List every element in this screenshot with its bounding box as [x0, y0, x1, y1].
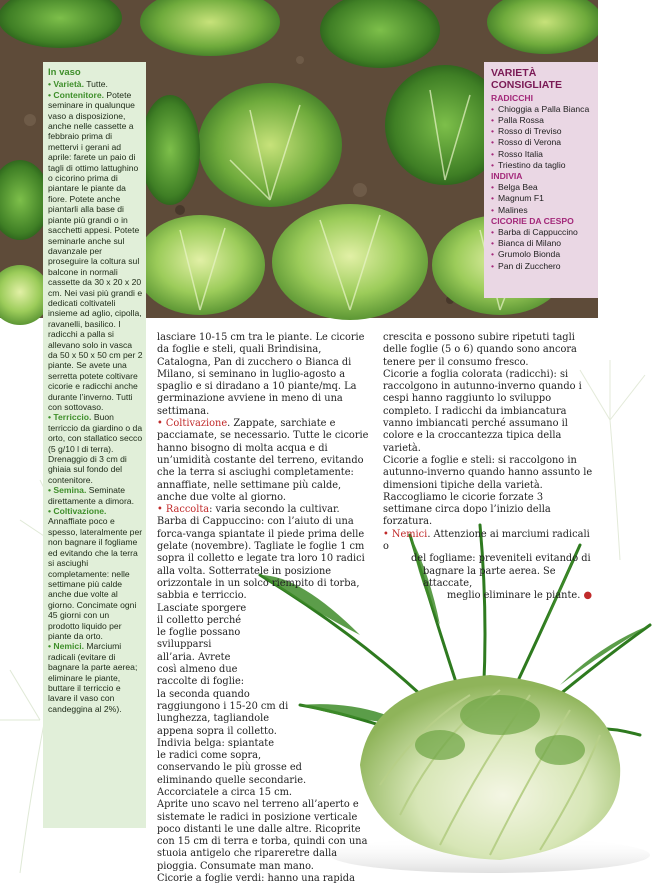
- in-vaso-sidebar: [43, 62, 146, 828]
- variety-item: • Grumolo Bionda: [491, 249, 594, 260]
- paragraph: Cicorie a foglie e steli: si raccolgono in autunno-inverno quando hanno assunto le dimensioni tipiche della varietà. Raccogliamo le cicorie forzate 3 settimane circa dopo l’inizio della forzatura.: [383, 454, 593, 528]
- sidebar-item: • Varietà. Tutte.: [48, 79, 108, 90]
- variety-group-title: INDIVIA: [491, 171, 523, 182]
- variety-item: • Barba di Cappuccino: [491, 227, 594, 238]
- varieties-title: VARIETÀ CONSIGLIATE: [491, 67, 562, 91]
- variety-item: • Rosso di Treviso: [491, 126, 594, 137]
- paragraph: lasciare 10-15 cm tra le piante. Le cicorie da foglie e steli, quali Brindisina, Catalogna, Pan di zucchero o Bianca di Milano, si seminano in luglio-agosto a spaglio e si diradano a 10 piante/mq. La germinazione avviene in meno di una settimana.: [157, 332, 365, 417]
- paragraph: Cicorie a foglie verdi: hanno una rapida: [157, 873, 355, 885]
- variety-item: • Chioggia a Palla Bianca: [491, 104, 594, 115]
- variety-item: • Magnum F1: [491, 193, 594, 204]
- variety-list: [491, 182, 594, 216]
- paragraph: Aprite uno scavo nel terreno all’aperto e sistemate le radici in posizione verticale poco distanti le une dalle altre. Ricoprite con 15 cm di terra e torba, quindi con una stuoia antigelo che ripareretre dalla pioggia. Consumate man mano.: [157, 799, 368, 872]
- varieties-box: [484, 62, 598, 298]
- sidebar-title: In vaso: [48, 67, 81, 78]
- body-column-2: [383, 332, 595, 603]
- paragraph: • Raccolta: varia secondo la cultivar.: [157, 504, 340, 516]
- variety-list: [491, 104, 594, 171]
- variety-item: • Triestino da taglio: [491, 160, 594, 171]
- paragraph: crescita e possono subire ripetuti tagli delle foglie (5 o 6) quando sono ancora tenere per il consumo fresco.: [383, 332, 577, 368]
- paragraph: Barba di Cappuccino: con l’aiuto di una forca-vanga spiantate il piede prima delle gelate (novembre). Tagliate le foglie 1 cm sopra il colletto e legate tra loro 10 radici alla volta. Sotterratele in posizione orizzontale in un solco riempito di torba, sabbia e terriccio.: [157, 516, 365, 602]
- sidebar-item: • Contenitore. Potete seminare in qualunque vaso a disposizione, anche nelle cassette a febbraio prima di mettervi i gerani ad aprile: farete un paio di tagli di ottimo lattughino o cicorino prima di piantare le piante da fiore. Potete anche piantarli alla base di piante più grandi o in sacchetti appesi. Potete seminarle anche sul davanzale per proseguire la coltura sul balcone in normali cassette da 30 x 20 x 20 cm. Nei vasi più grandi e dedicati coltivateli insieme ad aglio, cipolla, ravanelli, basilico. I radicchi a palla si allevano solo in vasca da 50 x 50 x 50 cm per 2 piante. Se avete una serretta potete coltivare cicorie e radicchi anche durante l’inverno. Tutti con sottovaso.: [48, 89, 143, 412]
- variety-item: • Rosso Italia: [491, 149, 594, 160]
- variety-item: • Palla Rossa: [491, 115, 594, 126]
- variety-item: • Malines: [491, 205, 594, 216]
- variety-item: • Pan di Zucchero: [491, 261, 594, 272]
- body-column-1: [157, 332, 371, 885]
- variety-list: [491, 227, 594, 272]
- paragraph: Cicorie a foglia colorata (radicchi): si raccolgono in autunno-inverno quando i cespi hanno raggiunto lo sviluppo completo. I radicchi da imbiancatura vanno imbiancati perché assumano il colore e la croccantezza tipica della varietà.: [383, 368, 582, 454]
- variety-item: • Bianca di Milano: [491, 238, 594, 249]
- end-mark-icon: ●: [583, 590, 593, 602]
- variety-group-title: RADICCHI: [491, 92, 534, 103]
- sidebar-item: • Terriccio. Buon terriccio da giardino o da orto, con stallatico secco (5 g/10 l di terra). Drenaggio di 3 cm di ghiaia sul fondo del contenitore.: [48, 412, 143, 485]
- paragraph: Lasciate sporgere il colletto perché le foglie possano svilupparsi all’aria. Avrete così almeno due raccolte di foglie: la seconda quando raggiungono i 15-20 cm di lunghezza, tagliandole appena sopra il colletto. Indivia belga: spiantate le radici come sopra, conservando le più grosse ed eliminando quelle secondarie. Accorciatele a circa 15 cm.: [157, 602, 307, 798]
- variety-group-title: CICORIE DA CESPO: [491, 215, 574, 226]
- variety-item: • Belga Bea: [491, 182, 594, 193]
- sidebar-item: • Semina. Seminate direttamente a dimora.: [48, 485, 134, 506]
- sidebar-item: • Coltivazione. Annaffiate poco e spesso, lateralmente per non bagnare il fogliame ed evitando che la terra si asciughi completamente: nelle settimane più calde anche due volte al giorno. Concimate ogni 45 giorni con un prodotto liquido per piante da orto.: [48, 506, 143, 641]
- variety-item: • Rosso di Verona: [491, 137, 594, 148]
- paragraph: • Coltivazione. Zappate, sarchiate e pacciamate, se necessario. Tutte le cicorie hanno bisogno di molta acqua e di un’umidità costante del terreno, evitando che la terra si asciughi completamente: annaffiate, nelle settimane più calde, anche due volte al giorno.: [157, 418, 369, 503]
- paragraph: • Nemici. Attenzione ai marciumi radicali o del fogliame: preveniteli evitando di bagnare la parte aerea. Se attaccate, meglio eliminare le piante. ●: [383, 528, 593, 602]
- sidebar-item: • Nemici. Marciumi radicali (evitare di bagnare la parte aerea; eliminare le piante, buttare il terriccio e lavare il vaso con candeggina al 2%).: [48, 641, 138, 714]
